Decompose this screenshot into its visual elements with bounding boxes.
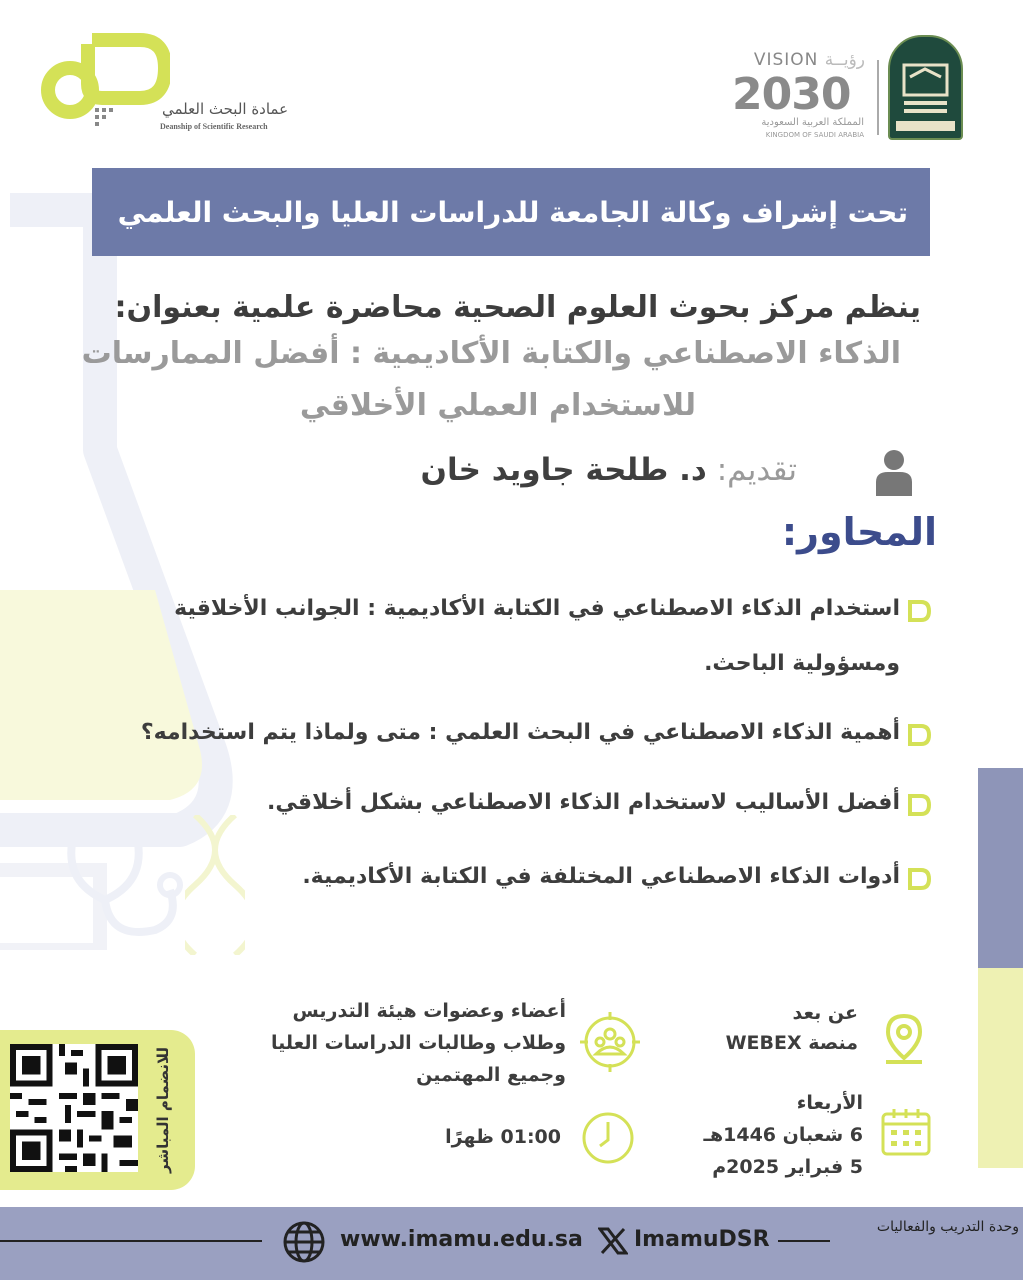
event-time: 01:00 ظهرًا xyxy=(445,1126,561,1148)
university-logo xyxy=(888,35,963,140)
axis-item-3: أفضل الأساليب لاستخدام الذكاء الاصطناعي بشكل أخلاقي. xyxy=(267,790,900,815)
presenter-label: تقديم: xyxy=(716,452,797,488)
axis-item-1-line1: استخدام الذكاء الاصطناعي في الكتابة الأكاديمية : الجوانب الأخلاقية xyxy=(174,596,900,621)
clock-icon xyxy=(580,1110,636,1166)
logo-divider xyxy=(877,60,879,135)
lecture-title-line1: الذكاء الاصطناعي والكتابة الأكاديمية : أفضل الممارسات xyxy=(81,336,901,371)
hijri-date: 6 شعبان 1446هـ xyxy=(703,1124,863,1146)
audience-line3: وجميع المهتمين xyxy=(416,1064,566,1086)
supervision-banner xyxy=(92,168,930,256)
x-handle-link[interactable]: ImamuDSR xyxy=(634,1227,770,1252)
footer-rule-right xyxy=(778,1240,830,1242)
calendar-icon xyxy=(880,1106,932,1158)
decor-bar-blue xyxy=(978,768,1023,968)
axis-item-2: أهمية الذكاء الاصطناعي في البحث العلمي : متى ولماذا يتم استخدامه؟ xyxy=(140,720,900,745)
mode-line2: منصة WEBEX xyxy=(725,1032,858,1054)
event-day: الأربعاء xyxy=(796,1092,863,1114)
svg-text:للانضمام المباشر: للانضمام المباشر xyxy=(154,1046,172,1174)
vision-2030-logo xyxy=(730,45,870,140)
axis-item-4: أدوات الذكاء الاصطناعي المختلفة في الكتابة الأكاديمية. xyxy=(302,864,900,889)
bullet-icon xyxy=(906,792,932,818)
dsr-logo-mark xyxy=(40,30,170,140)
audience-icon xyxy=(578,1010,642,1074)
vision-country-ar: المملكة العربية السعودية xyxy=(761,117,864,128)
audience-line2: وطلاب وطالبات الدراسات العليا xyxy=(270,1032,566,1054)
axis-item-1-line2: ومسؤولية الباحث. xyxy=(704,651,900,676)
university-emblem-icon xyxy=(890,37,961,138)
person-icon xyxy=(874,448,914,496)
banner-text: تحت إشراف وكالة الجامعة للدراسات العليا والبحث العلمي xyxy=(117,195,908,229)
website-link[interactable]: www.imamu.edu.sa xyxy=(340,1227,583,1252)
organizer-line: ينظم مركز بحوث العلوم الصحية محاضرة علمية بعنوان: xyxy=(114,290,921,325)
dsr-logo xyxy=(40,30,289,140)
qr-code[interactable] xyxy=(10,1044,138,1172)
lecture-title-line2: للاستخدام العملي الأخلاقي xyxy=(299,388,696,423)
decor-bar-yellow xyxy=(978,968,1023,1168)
vision-year: 2030 xyxy=(732,69,851,120)
globe-icon xyxy=(282,1220,326,1264)
vision-country-en: KINGDOM OF SAUDI ARABIA xyxy=(765,131,864,139)
stethoscope-illustration xyxy=(55,820,195,950)
presenter xyxy=(421,452,797,488)
axes-heading: المحاور: xyxy=(781,510,937,554)
vision-latin-text: VISION رؤيــة xyxy=(753,50,865,70)
bullet-icon xyxy=(906,598,932,624)
dna-illustration xyxy=(185,815,245,955)
bullet-icon xyxy=(906,722,932,748)
gregorian-date: 5 فبراير 2025م xyxy=(712,1156,863,1178)
audience-line1: أعضاء وعضوات هيئة التدريس xyxy=(292,1000,566,1022)
footer-rule-left xyxy=(0,1240,262,1242)
bullet-icon xyxy=(906,866,932,892)
location-pin-icon xyxy=(882,1012,926,1066)
presenter-name: د. طلحة جاويد خان xyxy=(420,452,707,488)
join-live-label xyxy=(148,1040,188,1180)
mode-line1: عن بعد xyxy=(792,1002,858,1024)
dsr-logo-english: Deanship of Scientific Research xyxy=(160,122,268,131)
unit-name: وحدة التدريب والفعاليات xyxy=(876,1219,1019,1235)
x-logo-icon xyxy=(598,1227,628,1255)
dsr-logo-arabic: عمادة البحث العلمي xyxy=(162,100,289,118)
